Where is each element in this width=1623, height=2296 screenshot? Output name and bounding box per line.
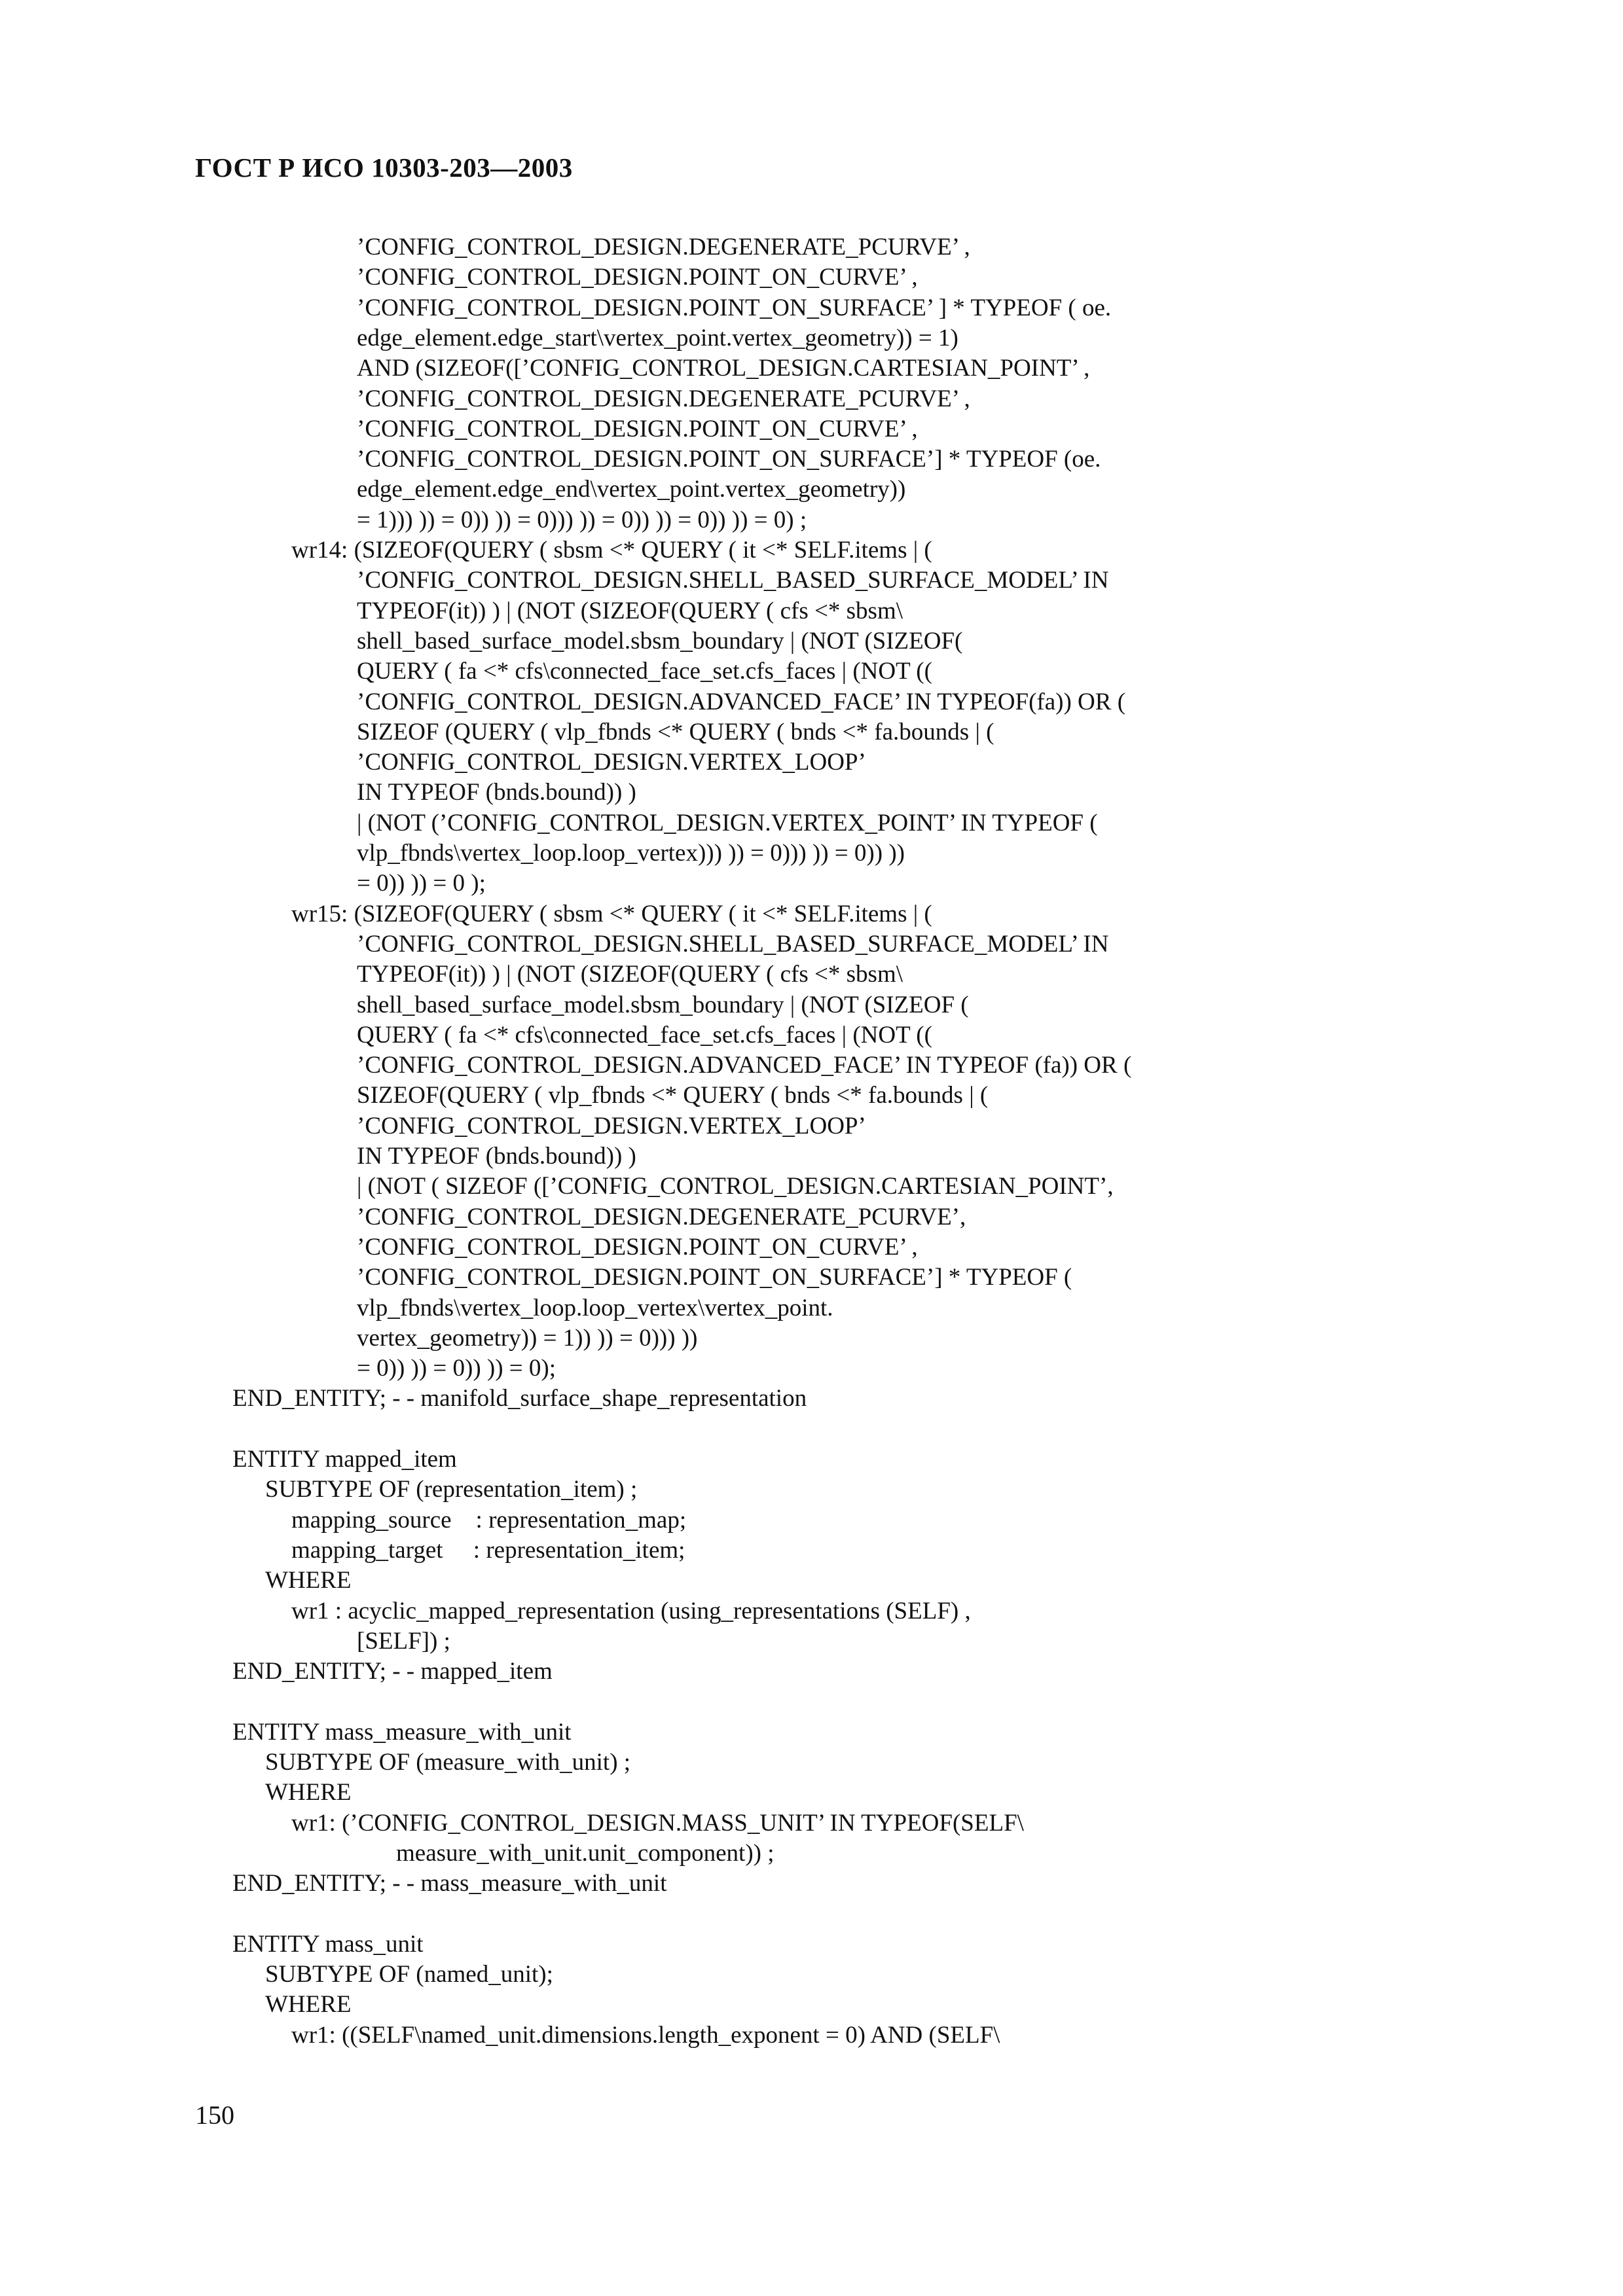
- code-line: ’CONFIG_CONTROL_DESIGN.VERTEX_LOOP’: [357, 749, 866, 776]
- code-line: mapping_source : representation_map;: [291, 1506, 687, 1534]
- code-line: ’CONFIG_CONTROL_DESIGN.SHELL_BASED_SURFACE_MODEL’ IN: [357, 567, 1109, 594]
- code-line: wr1: ((SELF\named_unit.dimensions.length_exponent = 0) AND (SELF\: [291, 2021, 1000, 2049]
- code-line: = 1))) )) = 0)) )) = 0))) )) = 0)) )) = 0)) )) = 0) ;: [357, 506, 807, 533]
- code-line: SIZEOF (QUERY ( vlp_fbnds <* QUERY ( bnds <* fa.bounds | (: [357, 718, 994, 745]
- code-line: TYPEOF(it)) ) | (NOT (SIZEOF(QUERY ( cfs <* sbsm\: [357, 597, 903, 624]
- code-line: ’CONFIG_CONTROL_DESIGN.POINT_ON_CURVE’ ,: [357, 415, 918, 442]
- code-line: = 0)) )) = 0 );: [357, 870, 486, 897]
- code-line: ’CONFIG_CONTROL_DESIGN.POINT_ON_SURFACE’] * TYPEOF (oe.: [357, 446, 1101, 473]
- code-line: shell_based_surface_model.sbsm_boundary | (NOT (SIZEOF(: [357, 627, 963, 655]
- code-line: | (NOT ( SIZEOF ([’CONFIG_CONTROL_DESIGN.CARTESIAN_POINT’,: [357, 1173, 1114, 1200]
- code-line: END_ENTITY; - - manifold_surface_shape_representation: [232, 1385, 807, 1412]
- code-line: QUERY ( fa <* cfs\connected_face_set.cfs_faces | (NOT ((: [357, 1021, 932, 1049]
- code-line: TYPEOF(it)) ) | (NOT (SIZEOF(QUERY ( cfs <* sbsm\: [357, 961, 903, 988]
- code-line: wr15: (SIZEOF(QUERY ( sbsm <* QUERY ( it <* SELF.items | (: [291, 900, 932, 927]
- code-line: ’CONFIG_CONTROL_DESIGN.ADVANCED_FACE’ IN TYPEOF(fa)) OR (: [357, 688, 1126, 715]
- page-number: 150: [195, 2100, 234, 2130]
- code-line: | (NOT (’CONFIG_CONTROL_DESIGN.VERTEX_POINT’ IN TYPEOF (: [357, 809, 1098, 836]
- code-line: SUBTYPE OF (representation_item) ;: [265, 1476, 638, 1503]
- code-line: ENTITY mapped_item: [232, 1446, 457, 1473]
- code-line: ’CONFIG_CONTROL_DESIGN.POINT_ON_SURFACE’] * TYPEOF (: [357, 1264, 1072, 1291]
- code-line: [SELF]) ;: [357, 1627, 450, 1655]
- code-line: wr14: (SIZEOF(QUERY ( sbsm <* QUERY ( it <* SELF.items | (: [291, 537, 932, 564]
- code-line: vlp_fbnds\vertex_loop.loop_vertex\vertex_point.: [357, 1294, 833, 1321]
- code-line: ’CONFIG_CONTROL_DESIGN.POINT_ON_CURVE’ ,: [357, 1233, 918, 1261]
- code-line: ’CONFIG_CONTROL_DESIGN.DEGENERATE_PCURVE’ ,: [357, 385, 970, 412]
- code-line: edge_element.edge_end\vertex_point.vertex_geometry)): [357, 476, 906, 503]
- code-line: mapping_target : representation_item;: [291, 1536, 685, 1564]
- code-line: ENTITY mass_unit: [232, 1930, 424, 1958]
- code-line: QUERY ( fa <* cfs\connected_face_set.cfs_faces | (NOT ((: [357, 658, 932, 685]
- code-line: ’CONFIG_CONTROL_DESIGN.DEGENERATE_PCURVE’,: [357, 1203, 966, 1230]
- code-line: wr1 : acyclic_mapped_representation (using_representations (SELF) ,: [291, 1597, 971, 1624]
- code-line: END_ENTITY; - - mass_measure_with_unit: [232, 1870, 667, 1897]
- document-header: ГОСТ Р ИСО 10303-203—2003: [195, 152, 573, 183]
- code-line: wr1: (’CONFIG_CONTROL_DESIGN.MASS_UNIT’ IN TYPEOF(SELF\: [291, 1809, 1024, 1837]
- code-line: edge_element.edge_start\vertex_point.vertex_geometry)) = 1): [357, 324, 958, 351]
- code-line: SIZEOF(QUERY ( vlp_fbnds <* QUERY ( bnds <* fa.bounds | (: [357, 1082, 989, 1109]
- code-line: WHERE: [265, 1779, 352, 1806]
- code-line: WHERE: [265, 1567, 352, 1594]
- code-line: ’CONFIG_CONTROL_DESIGN.SHELL_BASED_SURFACE_MODEL’ IN: [357, 930, 1109, 958]
- code-line: = 0)) )) = 0)) )) = 0);: [357, 1355, 556, 1382]
- code-line: ’CONFIG_CONTROL_DESIGN.DEGENERATE_PCURVE’ ,: [357, 234, 970, 260]
- code-line: ENTITY mass_measure_with_unit: [232, 1718, 572, 1746]
- code-line: END_ENTITY; - - mapped_item: [232, 1658, 553, 1685]
- code-line: ’CONFIG_CONTROL_DESIGN.POINT_ON_SURFACE’ ] * TYPEOF ( oe.: [357, 294, 1112, 321]
- code-line: ’CONFIG_CONTROL_DESIGN.VERTEX_LOOP’: [357, 1112, 866, 1139]
- code-line: SUBTYPE OF (named_unit);: [265, 1961, 553, 1988]
- code-line: vlp_fbnds\vertex_loop.loop_vertex))) )) = 0))) )) = 0)) )): [357, 840, 905, 867]
- code-line: WHERE: [265, 1991, 352, 2018]
- code-line: ’CONFIG_CONTROL_DESIGN.ADVANCED_FACE’ IN TYPEOF (fa)) OR (: [357, 1052, 1132, 1079]
- code-line: ’CONFIG_CONTROL_DESIGN.POINT_ON_CURVE’ ,: [357, 264, 918, 291]
- code-line: AND (SIZEOF([’CONFIG_CONTROL_DESIGN.CARTESIAN_POINT’ ,: [357, 355, 1090, 382]
- code-line: IN TYPEOF (bnds.bound)) ): [357, 1143, 636, 1170]
- code-line: IN TYPEOF (bnds.bound)) ): [357, 779, 636, 806]
- code-line: shell_based_surface_model.sbsm_boundary | (NOT (SIZEOF (: [357, 991, 969, 1018]
- code-line: vertex_geometry)) = 1)) )) = 0))) )): [357, 1324, 698, 1352]
- code-line: SUBTYPE OF (measure_with_unit) ;: [265, 1749, 631, 1776]
- code-line: measure_with_unit.unit_component)) ;: [396, 1839, 775, 1867]
